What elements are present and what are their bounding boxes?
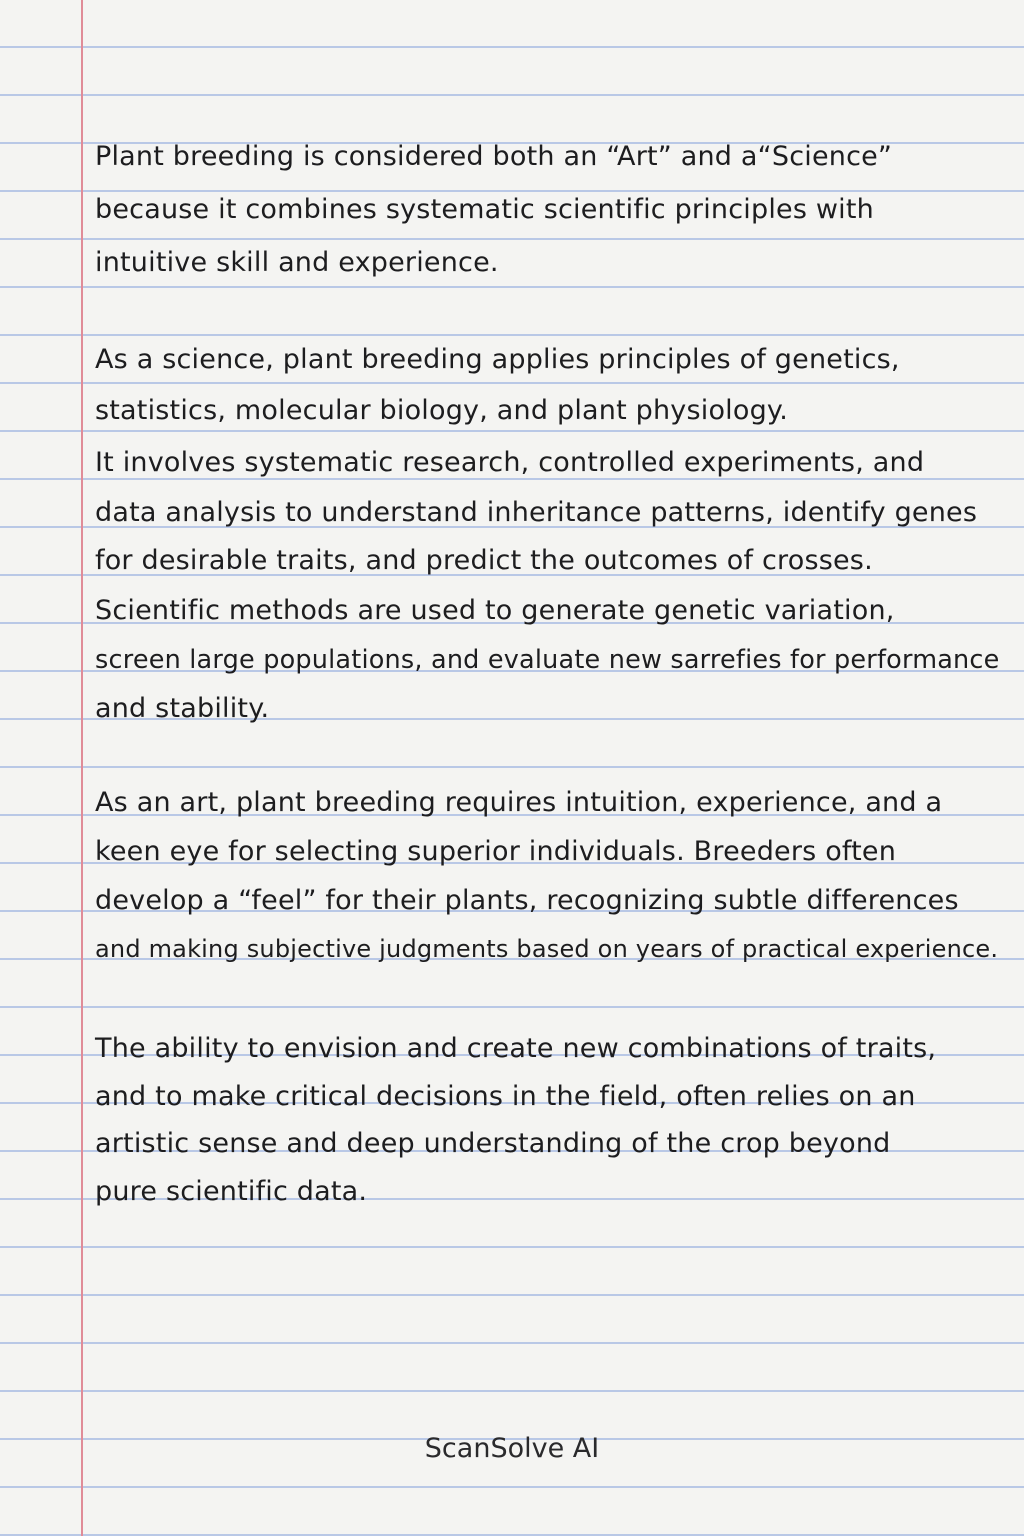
paragraph-2-line-3: It involves systematic research, controlled experiments, and <box>95 447 925 478</box>
paragraph-1-line-3: intuitive skill and experience. <box>95 247 499 278</box>
paragraph-3-line-3: develop a “feel” for their plants, recognizing subtle differences <box>95 885 959 916</box>
margin-line <box>81 0 83 1536</box>
paragraph-3-line-4: and making subjective judgments based on years of practical experience. <box>95 935 999 963</box>
paragraph-2-line-7: screen large populations, and evaluate new sarrefies for performance <box>95 645 1000 675</box>
paragraph-2-line-8: and stability. <box>95 693 270 724</box>
paragraph-4-line-2: and to make critical decisions in the field, often relies on an <box>95 1081 916 1112</box>
paragraph-4-line-4: pure scientific data. <box>95 1176 368 1207</box>
paragraph-1-line-1: Plant breeding is considered both an “Art” and a“Science” <box>95 141 893 172</box>
paragraph-2-line-6: Scientific methods are used to generate genetic variation, <box>95 595 895 626</box>
paragraph-2-line-5: for desirable traits, and predict the outcomes of crosses. <box>95 545 873 576</box>
paragraph-4-line-1: The ability to envision and create new combinations of traits, <box>95 1033 937 1064</box>
paragraph-3-line-1: As an art, plant breeding requires intuition, experience, and a <box>95 787 943 818</box>
paragraph-3-line-2: keen eye for selecting superior individuals. Breeders often <box>95 836 897 867</box>
paragraph-1-line-2: because it combines systematic scientific principles with <box>95 194 874 225</box>
signature: ScanSolve AI <box>424 1433 600 1464</box>
paragraph-2-line-2: statistics, molecular biology, and plant physiology. <box>95 395 789 426</box>
paragraph-4-line-3: artistic sense and deep understanding of the crop beyond <box>95 1128 891 1159</box>
paragraph-2-line-1: As a science, plant breeding applies principles of genetics, <box>95 344 900 375</box>
paragraph-2-line-4: data analysis to understand inheritance patterns, identify genes <box>95 497 978 528</box>
